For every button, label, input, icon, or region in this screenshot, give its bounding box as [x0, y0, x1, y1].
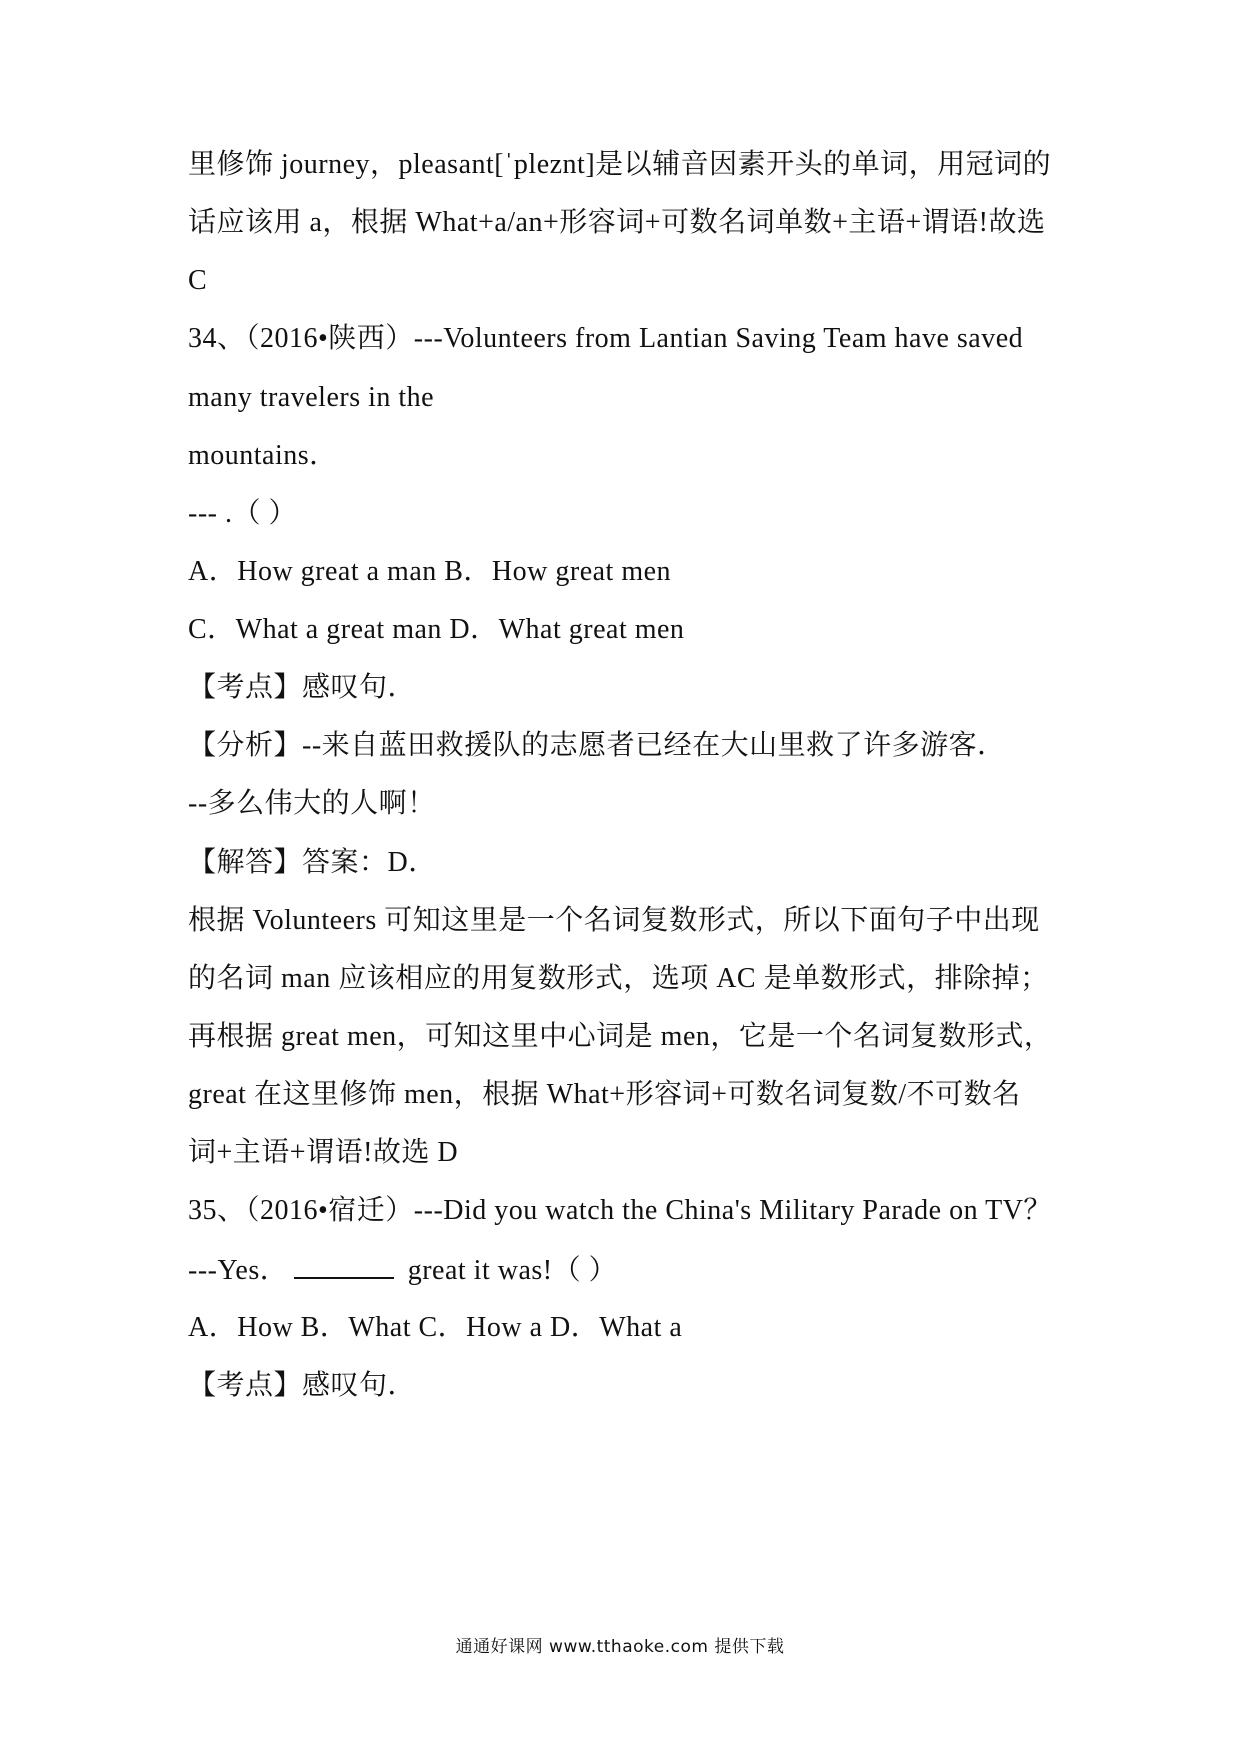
question-34-options-ab: A．How great a man B．How great men: [188, 556, 672, 587]
explanation-line-2: 的名词 man 应该相应的用复数形式，选项 AC 是单数形式，排除掉；: [188, 963, 1049, 994]
kaodian-label: 【考点】感叹句．: [188, 672, 417, 703]
question-35-stem: 35、（2016•宿迁）---Did you watch the China's Military Parade on TV？: [188, 1195, 1052, 1226]
answer-blank: [294, 1251, 394, 1279]
question-35-answer-prefix: ---Yes．: [188, 1255, 289, 1286]
explanation-line-3: 再根据 great men，可知这里中心词是 men，它是一个名词复数形式，: [188, 1021, 1053, 1052]
question-34-blank-line: --- .（ ）: [188, 498, 297, 529]
page-footer: 通通好课网 www.tthaoke.com 提供下载: [455, 1637, 785, 1657]
question-35-options: A．How B．What C．How a D．What a: [188, 1312, 683, 1343]
explanation-line-5: 词+主语+谓语!故选 D: [188, 1137, 459, 1168]
explanation-line-4: great 在这里修饰 men，根据 What+形容词+可数名词复数/不可数名: [188, 1079, 1021, 1110]
question-34-stem: 34、（2016•陕西）---Volunteers from Lantian Saving Team have saved: [188, 323, 1024, 354]
question-34-stem-cont: many travelers in the: [188, 382, 435, 413]
fenxi-label: 【分析】--来自蓝田救援队的志愿者已经在大山里救了许多游客．: [188, 730, 1006, 761]
question-34-stem-end: mountains．: [188, 440, 338, 471]
fenxi-cont: --多么伟大的人啊！: [188, 788, 436, 819]
question-35-answer-suffix: great it was!（ ）: [400, 1255, 618, 1286]
text-line-2: 话应该用 a，根据 What+a/an+形容词+可数名词单数+主语+谓语!故选: [188, 207, 1046, 238]
text-line-1: 里修饰 journey，pleasant[ˈpleznt]是以辅音因素开头的单词，用冠词的: [188, 149, 1052, 180]
question-35-answer-line: [188, 1251, 617, 1289]
jieda-label: 【解答】答案：D．: [188, 847, 437, 878]
text-line-3: C: [188, 265, 208, 296]
question-34-options-cd: C．What a great man D．What great men: [188, 614, 685, 645]
kaodian-label-2: 【考点】感叹句．: [188, 1370, 417, 1401]
explanation-line-1: 根据 Volunteers 可知这里是一个名词复数形式，所以下面句子中出现: [188, 905, 1040, 936]
